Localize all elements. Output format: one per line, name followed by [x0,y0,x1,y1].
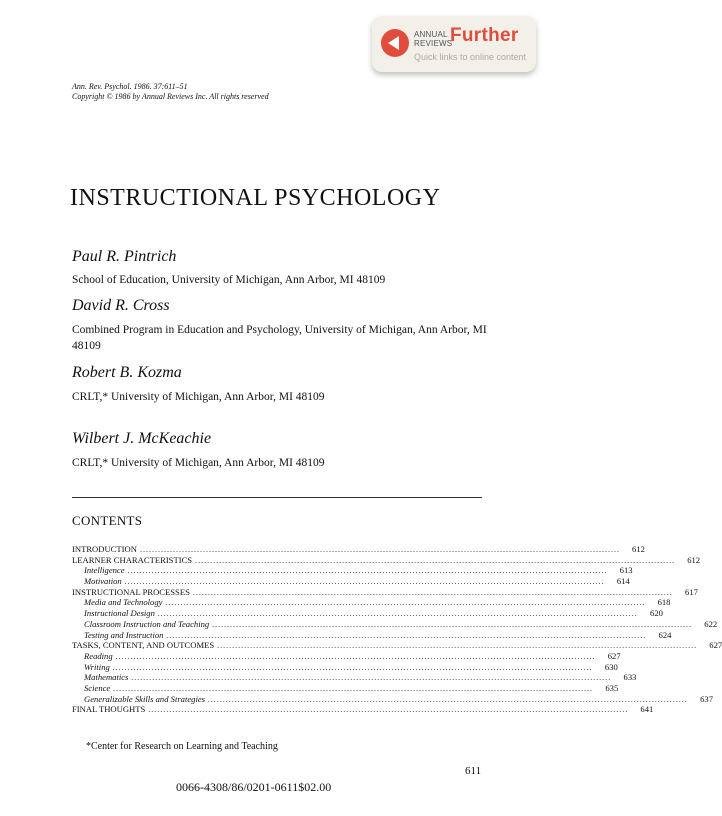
toc-leader-dots: ................................................................................................................................................................ [208,694,689,704]
toc-entry[interactable] [72,640,722,651]
citation-journal: Ann. Rev. Psychol. 1986. 37:611–51 [72,82,188,91]
toc-entry[interactable] [72,597,671,608]
toc-leader-dots: ................................................................................................................................................................ [112,662,593,672]
toc-entry-page: 620 [650,608,663,619]
toc-entry-label: Writing [84,661,110,672]
toc-leader-dots: ................................................................................................................................................................ [166,630,647,640]
author-name: Robert B. Kozma [72,364,182,381]
toc-entry-page: 613 [619,565,633,576]
toc-entry-label: FINAL THOUGHTS [72,704,146,715]
toc-leader-dots: ................................................................................................................................................................ [148,705,629,715]
toc-entry-label: Generalizable Skills and Strategies [84,693,206,704]
article-title: INSTRUCTIONAL PSYCHOLOGY [70,185,441,211]
citation [72,82,269,102]
toc-leader-dots: ................................................................................................................................................................ [212,619,693,629]
author-affiliation: Combined Program in Education and Psychology, University of Michigan, Ann Arbor, MI 48109 [72,324,487,352]
toc-entry[interactable] [72,554,701,566]
badge-brand[interactable]: Further [450,25,519,46]
table-of-contents [72,544,722,715]
toc-leader-dots: ................................................................................................................................................................ [113,683,594,693]
author-name: Wilbert J. McKeachie [72,430,212,447]
toc-entry-page: 614 [616,576,630,587]
toc-entry-page: 618 [657,597,671,608]
toc-entry-page: 627 [607,650,621,661]
toc-entry-label: TASKS, CONTENT, AND OUTCOMES [72,640,215,651]
toc-entry[interactable] [72,576,630,587]
toc-leader-dots: ................................................................................................................................................................ [157,609,638,619]
toc-entry[interactable] [72,650,621,662]
toc-entry[interactable] [72,565,633,576]
section-divider [72,497,482,498]
toc-entry[interactable] [72,693,714,705]
toc-entry-label: Classroom Instruction and Teaching [84,618,210,629]
toc-entry[interactable] [72,672,637,683]
citation-copyright: Copyright © 1986 by Annual Reviews Inc. All rights reserved [72,92,269,101]
article-code: 0066-4308/86/0201-0611$02.00 [176,780,332,794]
toc-entry[interactable] [72,586,698,598]
badge-publisher-line2: REVIEWS [414,39,453,48]
toc-leader-dots: ................................................................................................................................................................ [139,545,620,554]
badge-tagline[interactable]: Quick links to online content [414,52,527,62]
contents-heading: CONTENTS [72,513,143,528]
toc-entry-page: 637 [700,693,714,704]
author-name: Paul R. Pintrich [72,248,177,265]
toc-entry-page: 612 [632,544,645,554]
author-affiliation: CRLT,* University of Michigan, Ann Arbor, MI 48109 [72,457,325,469]
toc-entry-label: Instructional Design [84,608,155,619]
toc-leader-dots: ................................................................................................................................................................ [127,566,608,576]
annual-reviews-further-badge[interactable] [372,16,536,72]
toc-leader-dots: ................................................................................................................................................................ [124,577,605,587]
toc-leader-dots: ................................................................................................................................................................ [217,641,698,651]
toc-entry-page: 630 [604,661,618,672]
toc-entry-page: 617 [684,586,698,597]
toc-entry-label: Motivation [84,576,122,587]
toc-entry-label: Reading [84,650,113,661]
toc-entry-page: 624 [658,629,672,640]
toc-leader-dots: ................................................................................................................................................................ [195,555,676,565]
toc-entry-label: Media and Technology [84,597,163,608]
toc-entry-label: Science [84,682,111,693]
toc-entry-page: 633 [623,672,637,683]
toc-entry[interactable] [72,618,718,630]
toc-entry-label: Testing and Instruction [84,629,164,640]
toc-leader-dots: ................................................................................................................................................................ [131,673,612,683]
toc-entry[interactable] [72,544,645,555]
toc-entry-label: INTRODUCTION [72,544,137,554]
author-name: David R. Cross [72,297,170,314]
toc-entry-page: 627 [709,640,722,651]
footnote: *Center for Research on Learning and Teaching [86,741,278,752]
author-affiliation: School of Education, University of Michigan, Ann Arbor, MI 48109 [72,274,386,286]
toc-entry-label: Mathematics [84,672,129,683]
triangle-icon [388,36,399,50]
toc-entry-label: INSTRUCTIONAL PROCESSES [72,586,190,597]
badge-publisher-line1: ANNUAL [414,30,448,39]
toc-entry-label: Intelligence [84,565,125,576]
toc-entry-page: 635 [605,682,619,693]
back-arrow-icon[interactable] [381,29,409,57]
toc-entry-page: 612 [687,554,701,565]
toc-entry-label: LEARNER CHARACTERISTICS [72,554,193,565]
page-number: 611 [465,765,482,777]
toc-entry-page: 641 [640,704,654,715]
author-affiliation: CRLT,* University of Michigan, Ann Arbor, MI 48109 [72,391,325,403]
toc-leader-dots: ................................................................................................................................................................ [115,651,596,661]
toc-entry[interactable] [72,629,672,641]
toc-entry[interactable] [72,682,619,694]
toc-entry[interactable] [72,704,654,715]
toc-entry-page: 622 [704,618,718,629]
toc-leader-dots: ................................................................................................................................................................ [165,598,646,608]
toc-entry[interactable] [72,608,663,619]
toc-leader-dots: ................................................................................................................................................................ [192,587,673,597]
toc-entry[interactable] [72,661,618,673]
